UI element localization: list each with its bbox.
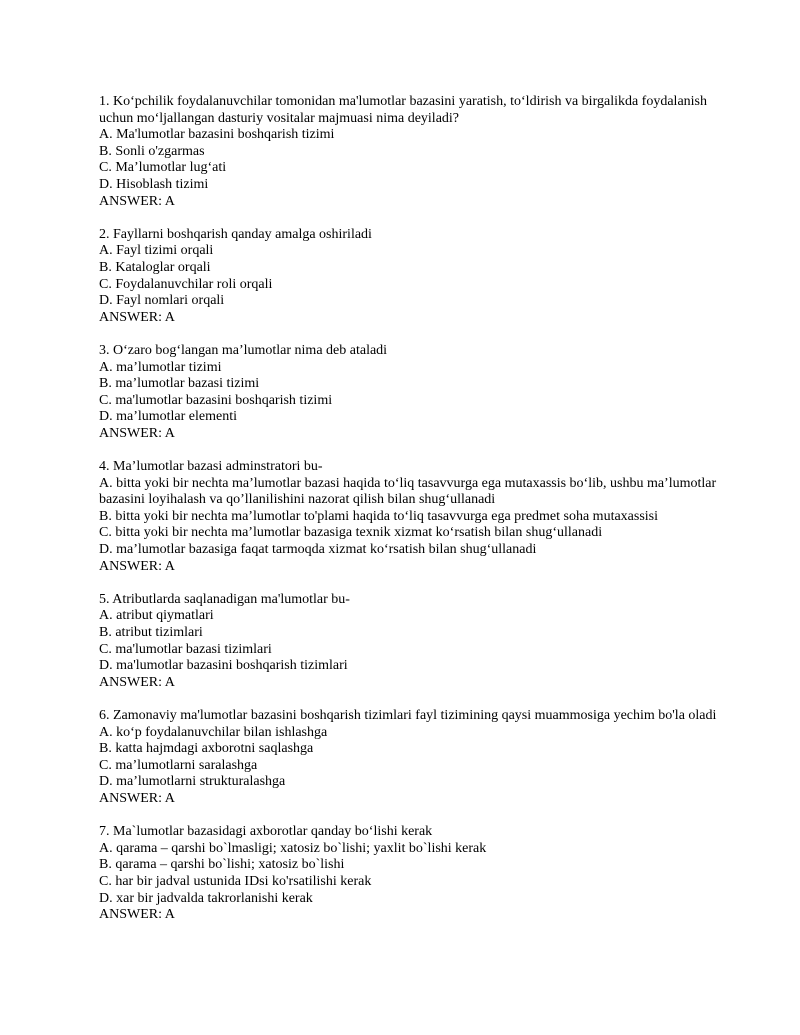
option-a: A. bitta yoki bir nechta ma’lumotlar bazasi haqida to‘liq tasavvurga ega mutaxassis bo‘lib, ushbu ma’lumotlar bazasini loyihalash va qo’llanilishini nazorat qilish bilan shug‘ullanadi xyxy=(99,475,717,508)
option-d: D. xar bir jadvalda takrorlanishi kerak xyxy=(99,890,313,906)
answer: ANSWER: A xyxy=(99,193,175,209)
option-a: A. ko‘p foydalanuvchilar bilan ishlashga xyxy=(99,724,328,740)
option-c: C. ma'lumotlar bazasi tizimlari xyxy=(99,641,272,657)
document-page xyxy=(99,94,729,940)
option-c: C. har bir jadval ustunida IDsi ko'rsatilishi kerak xyxy=(99,873,372,889)
question-7 xyxy=(99,824,729,924)
option-b: B. ma’lumotlar bazasi tizimi xyxy=(99,376,260,392)
option-a: A. atribut qiymatlari xyxy=(99,608,214,624)
option-d: D. Fayl nomlari orqali xyxy=(99,293,225,309)
option-a: A. qarama – qarshi bo`lmasligi; xatosiz bo`lishi; yaxlit bo`lishi kerak xyxy=(99,840,487,856)
option-d: D. Hisoblash tizimi xyxy=(99,176,209,192)
option-b: B. Sonli o'zgarmas xyxy=(99,143,205,159)
option-b: B. Kataloglar orqali xyxy=(99,259,211,275)
answer: ANSWER: A xyxy=(99,425,175,441)
option-a: A. ma’lumotlar tizimi xyxy=(99,359,222,375)
answer: ANSWER: A xyxy=(99,790,175,806)
answer: ANSWER: A xyxy=(99,309,175,325)
option-b: B. katta hajmdagi axborotni saqlashga xyxy=(99,741,314,757)
question-text: 2. Fayllarni boshqarish qanday amalga oshiriladi xyxy=(99,226,372,242)
question-2 xyxy=(99,227,729,327)
option-a: A. Fayl tizimi orqali xyxy=(99,243,214,259)
question-4 xyxy=(99,459,729,575)
option-d: D. ma’lumotlar elementi xyxy=(99,409,238,425)
question-6 xyxy=(99,708,729,808)
question-text: 7. Ma`lumotlar bazasidagi axborotlar qanday bo‘lishi kerak xyxy=(99,824,433,840)
option-c: C. ma’lumotlarni saralashga xyxy=(99,757,258,773)
question-3 xyxy=(99,343,729,443)
answer: ANSWER: A xyxy=(99,907,175,923)
question-text: 5. Atributlarda saqlanadigan ma'lumotlar bu- xyxy=(99,591,350,607)
option-d: D. ma'lumotlar bazasini boshqarish tizimlari xyxy=(99,658,348,674)
option-c: C. Foydalanuvchilar roli orqali xyxy=(99,276,273,292)
option-b: B. atribut tizimlari xyxy=(99,625,203,640)
option-d: D. ma’lumotlar bazasiga faqat tarmoqda xizmat ko‘rsatish bilan shug‘ullanadi xyxy=(99,542,537,558)
question-5 xyxy=(99,592,729,692)
question-1 xyxy=(99,94,729,210)
option-c: C. bitta yoki bir nechta ma’lumotlar bazasiga texnik xizmat ko‘rsatish bilan shug‘ullanadi xyxy=(99,525,603,541)
question-text: 6. Zamonaviy ma'lumotlar bazasini boshqarish tizimlari fayl tizimining qaysi muammosiga yechim bo'la oladi xyxy=(99,707,717,723)
question-text: 1. Ko‘pchilik foydalanuvchilar tomonidan ma'lumotlar bazasini yaratish, to‘ldirish va birgalikda foydalanish uchun mo‘ljallangan dasturiy vositalar majmuasi nima deyiladi? xyxy=(99,94,708,126)
option-c: C. Ma’lumotlar lug‘ati xyxy=(99,160,227,176)
option-d: D. ma’lumotlarni strukturalashga xyxy=(99,774,286,790)
answer: ANSWER: A xyxy=(99,558,175,574)
answer: ANSWER: A xyxy=(99,674,175,690)
option-a: A. Ma'lumotlar bazasini boshqarish tizimi xyxy=(99,127,335,143)
option-c: C. ma'lumotlar bazasini boshqarish tizimi xyxy=(99,392,333,408)
option-b: B. bitta yoki bir nechta ma’lumotlar to'plami haqida to‘liq tasavvurga ega predmet soha mutaxassisi xyxy=(99,508,659,524)
question-text: 3. O‘zaro bog‘langan ma’lumotlar nima deb ataladi xyxy=(99,342,388,358)
question-text: 4. Ma’lumotlar bazasi adminstratori bu- xyxy=(99,459,323,475)
option-b: B. qarama – qarshi bo`lishi; xatosiz bo`lishi xyxy=(99,857,345,873)
